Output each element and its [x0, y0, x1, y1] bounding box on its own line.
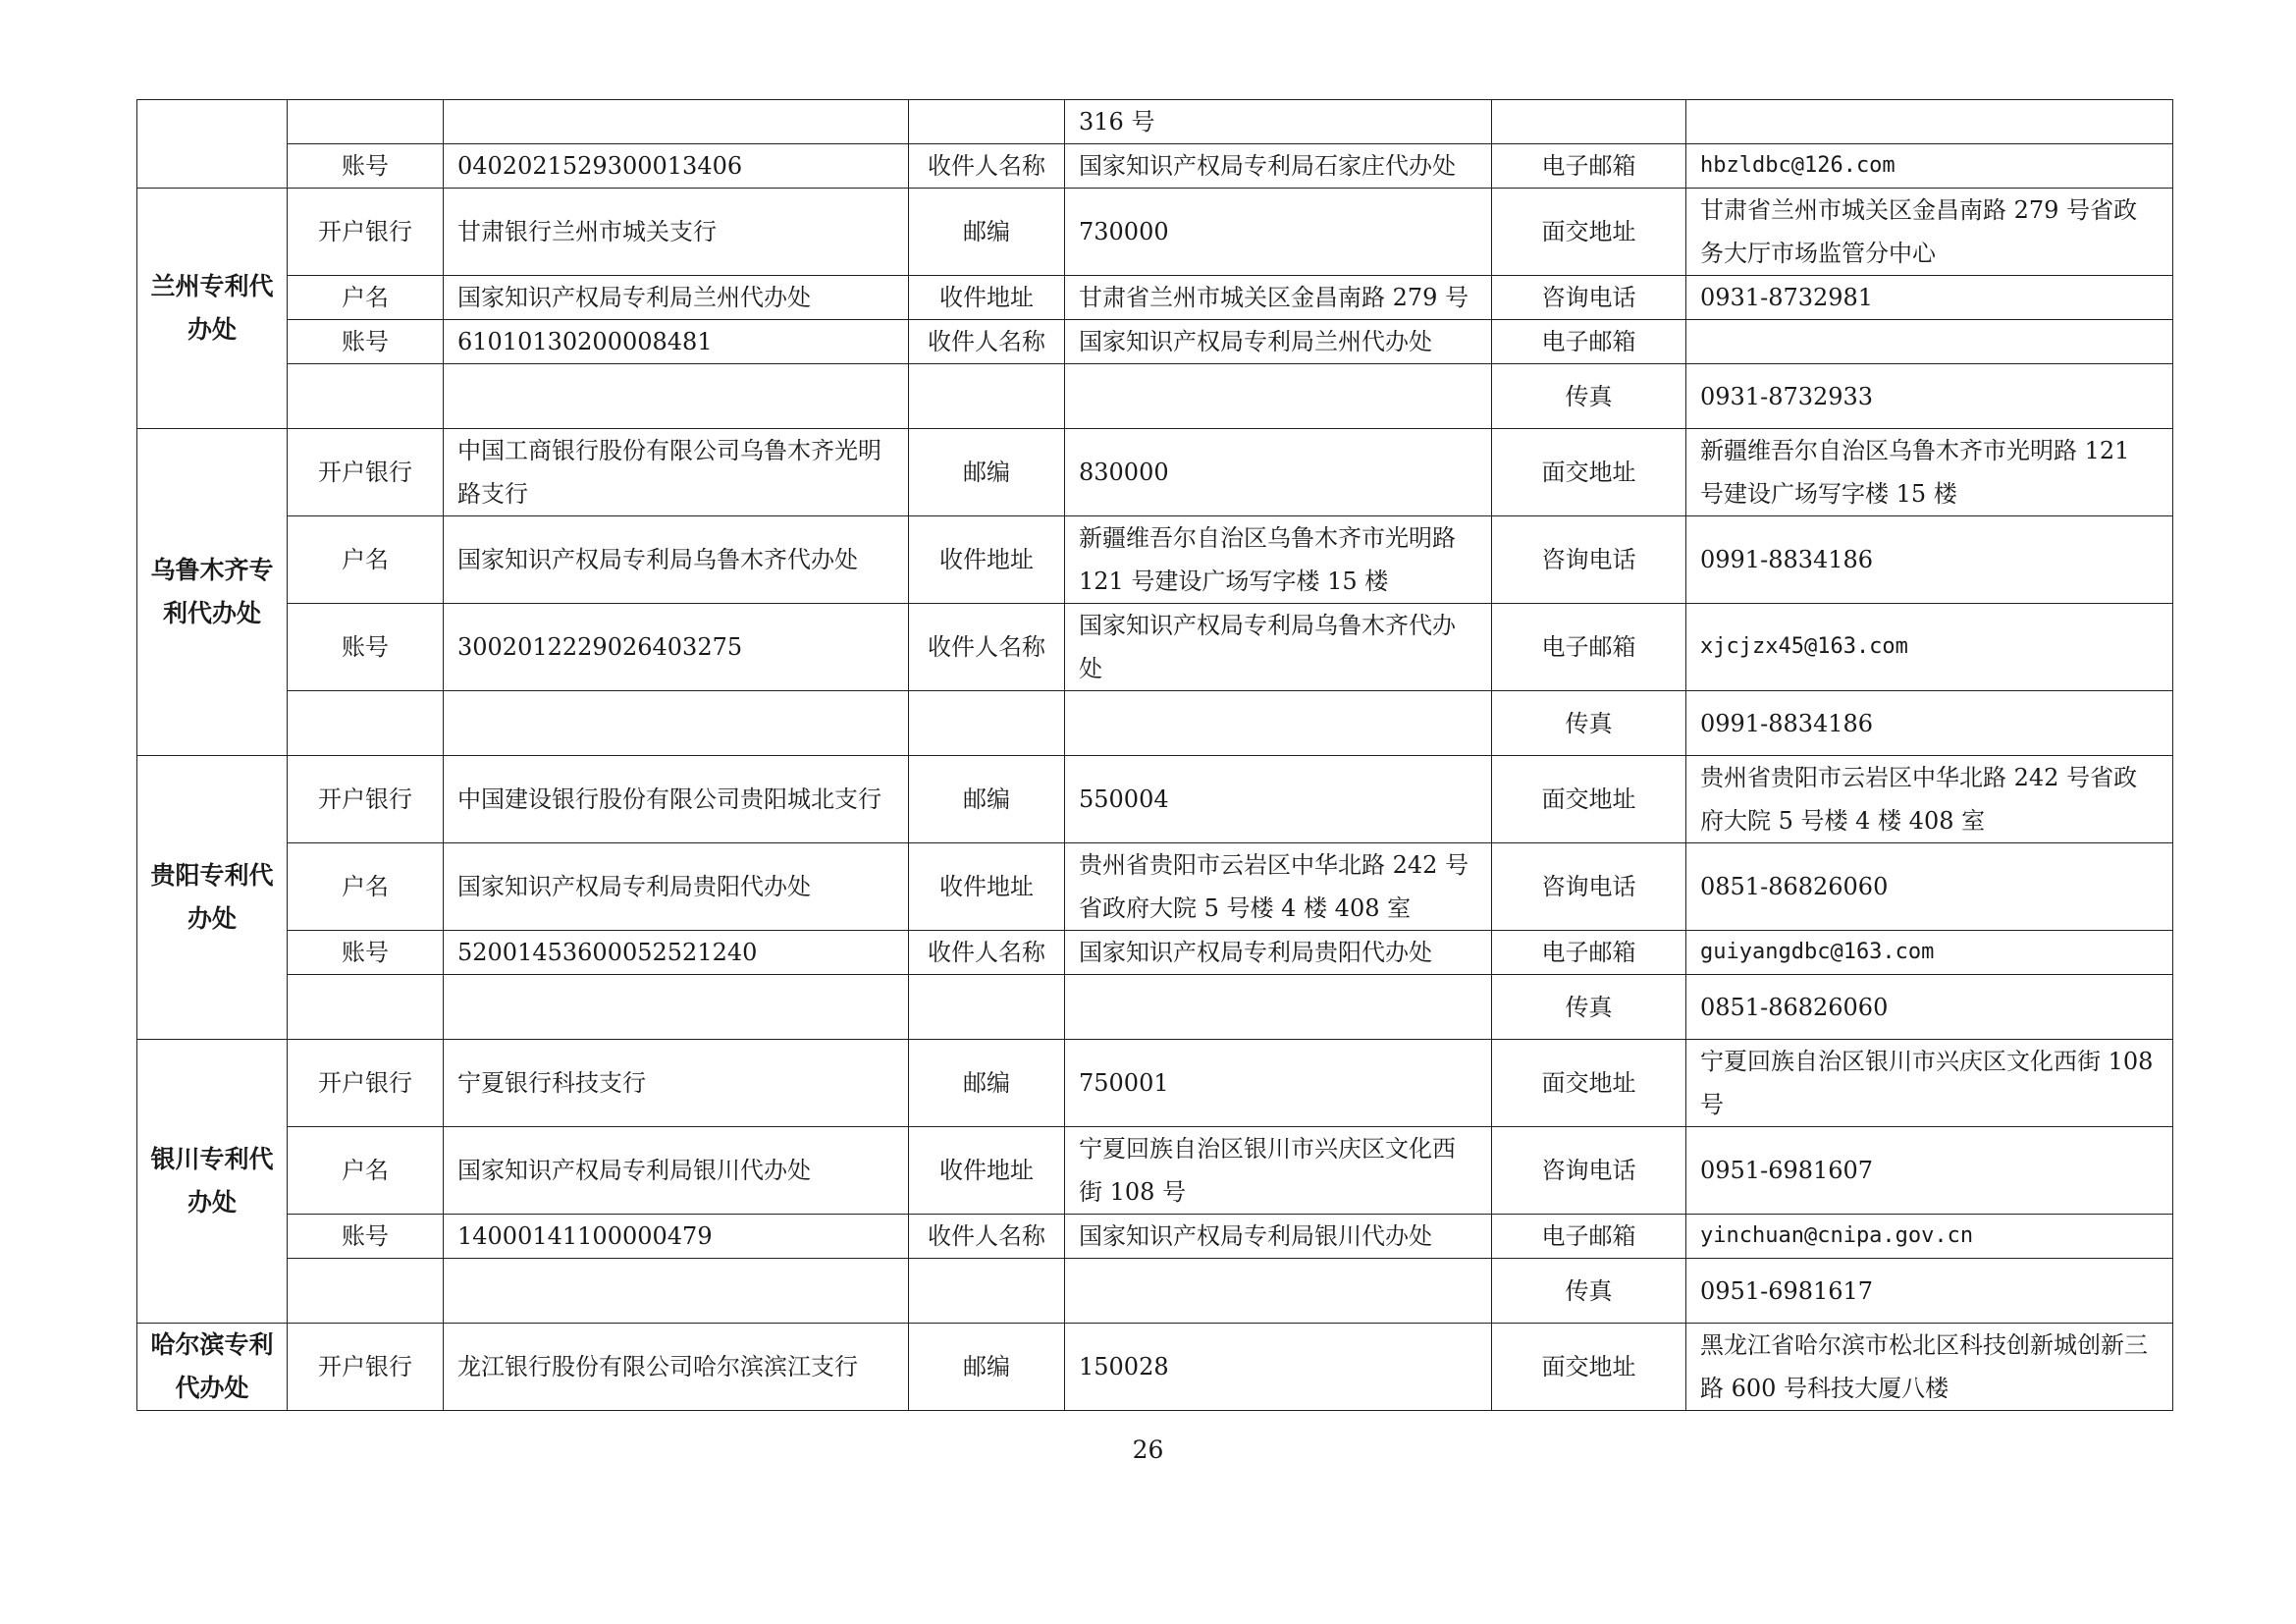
label-bank: 开户银行	[288, 756, 444, 843]
bank: 甘肃银行兰州市城关支行	[444, 189, 909, 276]
label-email: 电子邮箱	[1492, 320, 1686, 364]
label-account-no: 账号	[288, 320, 444, 364]
label-phone: 咨询电话	[1492, 843, 1686, 931]
mail-address: 贵州省贵阳市云岩区中华北路 242 号省政府大院 5 号楼 4 楼 408 室	[1065, 843, 1492, 931]
table-row	[137, 429, 2173, 516]
mail-address: 新疆维吾尔自治区乌鲁木齐市光明路 121 号建设广场写字楼 15 楼	[1065, 516, 1492, 604]
fax: 0951-6981617	[1686, 1259, 2173, 1324]
table-row	[137, 189, 2173, 276]
page-number: 26	[1132, 1435, 1164, 1464]
label-account-name: 户名	[288, 1127, 444, 1215]
label-account-no: 账号	[288, 144, 444, 189]
recipient: 国家知识产权局专利局乌鲁木齐代办处	[1065, 604, 1492, 691]
label-bank: 开户银行	[288, 429, 444, 516]
label-bank: 开户银行	[288, 1324, 444, 1411]
label-account-name: 户名	[288, 516, 444, 604]
label-fax: 传真	[1492, 691, 1686, 756]
fax: 0991-8834186	[1686, 691, 2173, 756]
bank: 中国建设银行股份有限公司贵阳城北支行	[444, 756, 909, 843]
recipient: 国家知识产权局专利局银川代办处	[1065, 1215, 1492, 1259]
label-recipient: 收件人名称	[909, 144, 1065, 189]
postcode: 750001	[1065, 1040, 1492, 1127]
office-name-lanzhou: 兰州专利代办处	[137, 189, 288, 429]
label-postcode: 邮编	[909, 1324, 1065, 1411]
office-name-guiyang: 贵阳专利代办处	[137, 756, 288, 1040]
email: yinchuan@cnipa.gov.cn	[1686, 1215, 2173, 1259]
recipient: 国家知识产权局专利局石家庄代办处	[1065, 144, 1492, 189]
fax: 0931-8732933	[1686, 364, 2173, 429]
account-no: 0402021529300013406	[444, 144, 909, 189]
table-row	[137, 364, 2173, 429]
table-row	[137, 144, 2173, 189]
label-recipient: 收件人名称	[909, 320, 1065, 364]
table-row	[137, 604, 2173, 691]
label-counter-address: 面交地址	[1492, 189, 1686, 276]
office-name-cell	[137, 100, 288, 189]
phone: 0991-8834186	[1686, 516, 2173, 604]
postcode: 150028	[1065, 1324, 1492, 1411]
email: hbzldbc@126.com	[1686, 144, 2173, 189]
account-no: 14000141100000479	[444, 1215, 909, 1259]
label-recipient: 收件人名称	[909, 1215, 1065, 1259]
table-row	[137, 276, 2173, 320]
label-bank: 开户银行	[288, 1040, 444, 1127]
label-mail-address: 收件地址	[909, 516, 1065, 604]
table-row	[137, 1259, 2173, 1324]
label-email: 电子邮箱	[1492, 931, 1686, 975]
account-no: 52001453600052521240	[444, 931, 909, 975]
table-row	[137, 1324, 2173, 1411]
label-counter-address: 面交地址	[1492, 1040, 1686, 1127]
bank: 龙江银行股份有限公司哈尔滨滨江支行	[444, 1324, 909, 1411]
label-account-name: 户名	[288, 276, 444, 320]
postcode: 550004	[1065, 756, 1492, 843]
table-row	[137, 756, 2173, 843]
phone: 0931-8732981	[1686, 276, 2173, 320]
bank: 宁夏银行科技支行	[444, 1040, 909, 1127]
email: xjcjzx45@163.com	[1686, 604, 2173, 691]
office-name-harbin: 哈尔滨专利代办处	[137, 1324, 288, 1411]
counter-address: 黑龙江省哈尔滨市松北区科技创新城创新三路 600 号科技大厦八楼	[1686, 1324, 2173, 1411]
label-mail-address: 收件地址	[909, 843, 1065, 931]
table-row	[137, 691, 2173, 756]
label-email: 电子邮箱	[1492, 604, 1686, 691]
counter-address: 宁夏回族自治区银川市兴庆区文化西街 108 号	[1686, 1040, 2173, 1127]
label-account-no: 账号	[288, 604, 444, 691]
postcode: 730000	[1065, 189, 1492, 276]
mail-address: 甘肃省兰州市城关区金昌南路 279 号	[1065, 276, 1492, 320]
email: guiyangdbc@163.com	[1686, 931, 2173, 975]
mail-address: 宁夏回族自治区银川市兴庆区文化西街 108 号	[1065, 1127, 1492, 1215]
label-phone: 咨询电话	[1492, 1127, 1686, 1215]
label-postcode: 邮编	[909, 756, 1065, 843]
account-name: 国家知识产权局专利局银川代办处	[444, 1127, 909, 1215]
label-mail-address: 收件地址	[909, 276, 1065, 320]
account-name: 国家知识产权局专利局乌鲁木齐代办处	[444, 516, 909, 604]
table-row	[137, 975, 2173, 1040]
label-account-name: 户名	[288, 843, 444, 931]
label-counter-address: 面交地址	[1492, 756, 1686, 843]
fax: 0851-86826060	[1686, 975, 2173, 1040]
table-row	[137, 1127, 2173, 1215]
bank: 中国工商银行股份有限公司乌鲁木齐光明路支行	[444, 429, 909, 516]
table-row	[137, 843, 2173, 931]
label-postcode: 邮编	[909, 429, 1065, 516]
label-account-no: 账号	[288, 1215, 444, 1259]
label-fax: 传真	[1492, 1259, 1686, 1324]
agency-info-table	[136, 99, 2173, 1411]
table-row	[137, 1215, 2173, 1259]
label-phone: 咨询电话	[1492, 516, 1686, 604]
recipient: 国家知识产权局专利局兰州代办处	[1065, 320, 1492, 364]
label-account-no: 账号	[288, 931, 444, 975]
label-fax: 传真	[1492, 364, 1686, 429]
account-no: 3002012229026403275	[444, 604, 909, 691]
table-row	[137, 931, 2173, 975]
table-row	[137, 516, 2173, 604]
table-row	[137, 320, 2173, 364]
label-counter-address: 面交地址	[1492, 1324, 1686, 1411]
counter-address: 甘肃省兰州市城关区金昌南路 279 号省政务大厅市场监管分中心	[1686, 189, 2173, 276]
office-name-yinchuan: 银川专利代办处	[137, 1040, 288, 1324]
label-recipient: 收件人名称	[909, 604, 1065, 691]
label-phone: 咨询电话	[1492, 276, 1686, 320]
label-email: 电子邮箱	[1492, 1215, 1686, 1259]
label-email: 电子邮箱	[1492, 144, 1686, 189]
label-counter-address: 面交地址	[1492, 429, 1686, 516]
account-name: 国家知识产权局专利局兰州代办处	[444, 276, 909, 320]
mail-address-continuation: 316 号	[1065, 100, 1492, 144]
label-postcode: 邮编	[909, 1040, 1065, 1127]
counter-address: 贵州省贵阳市云岩区中华北路 242 号省政府大院 5 号楼 4 楼 408 室	[1686, 756, 2173, 843]
counter-address: 新疆维吾尔自治区乌鲁木齐市光明路 121 号建设广场写字楼 15 楼	[1686, 429, 2173, 516]
account-name: 国家知识产权局专利局贵阳代办处	[444, 843, 909, 931]
table-row	[137, 1040, 2173, 1127]
phone: 0951-6981607	[1686, 1127, 2173, 1215]
office-name-urumqi: 乌鲁木齐专利代办处	[137, 429, 288, 756]
phone: 0851-86826060	[1686, 843, 2173, 931]
label-recipient: 收件人名称	[909, 931, 1065, 975]
label-postcode: 邮编	[909, 189, 1065, 276]
postcode: 830000	[1065, 429, 1492, 516]
email	[1686, 320, 2173, 364]
label-mail-address: 收件地址	[909, 1127, 1065, 1215]
label-bank: 开户银行	[288, 189, 444, 276]
account-no: 61010130200008481	[444, 320, 909, 364]
table-row	[137, 100, 2173, 144]
label-fax: 传真	[1492, 975, 1686, 1040]
recipient: 国家知识产权局专利局贵阳代办处	[1065, 931, 1492, 975]
